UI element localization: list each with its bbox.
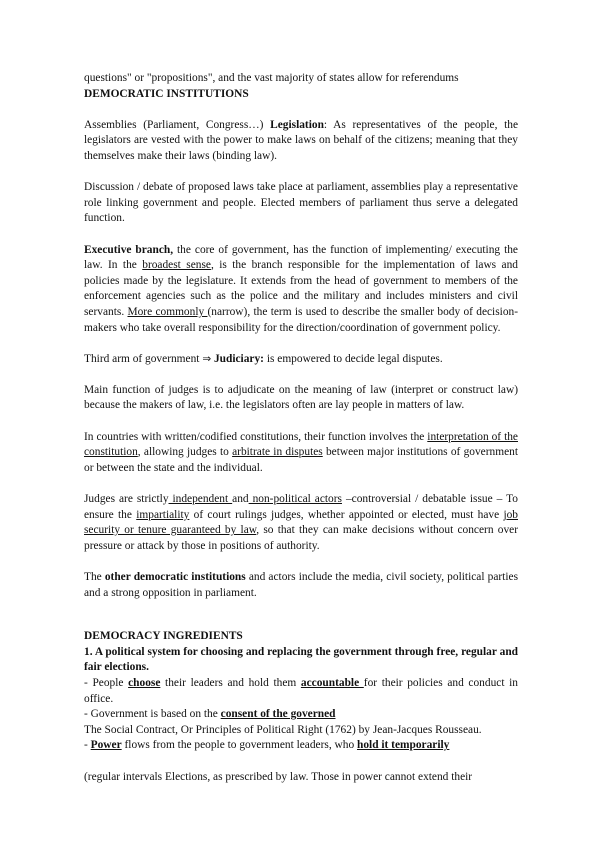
text-span: Third arm of government (84, 352, 203, 365)
paragraph-discussion: Discussion / debate of proposed laws take place at parliament, assemblies play a representative role linking government and people. Elected members of parliament thus serve a delegated function. (84, 181, 518, 225)
bold-term-judiciary: Judiciary: (211, 352, 264, 365)
bullet-power (84, 738, 518, 754)
text-span: of court rulings judges, whether appointed or elected, must have (189, 508, 504, 521)
text-span: their leaders and hold them (160, 676, 301, 689)
bold-underlined-term: Power (90, 739, 122, 752)
underlined-term: More commonly (127, 305, 208, 318)
reference-social-contract: The Social Contract, Or Principles of Political Right (1762) by Jean-Jacques Rousseau. (84, 723, 482, 736)
text-span: (narrow), the term is used to describe the smaller body of decision-makers who take overall responsibility for the direction/coordination of government policy. (84, 305, 519, 334)
text-span: for their policies and conduct in office. (84, 676, 518, 705)
text-span: In countries with written/codified constitutions, their function involves the (84, 430, 428, 443)
text-line: questions" or "propositions", and the vast majority of states allow for referendums (84, 72, 459, 84)
text-span: , is the branch responsible for the implementation of laws and policies made by the legislature. It extends from the head of government to members of the enforcement agencies such as the police and the military and includes ministers and civil servants. (84, 259, 518, 318)
bold-term-executive: Executive branch, (84, 243, 174, 256)
underlined-term: job security or tenure guaranteed by law (84, 508, 518, 537)
text-span: - Government is based on the (84, 708, 221, 721)
bullet-people-choose (84, 676, 518, 707)
bold-underlined-term: consent of the governed (220, 708, 336, 721)
bold-underlined-term: hold it temporarily (357, 739, 450, 752)
text-line-elections: (regular intervals Elections, as prescribed by law. Those in power cannot extend their (84, 770, 473, 783)
text-span: is empowered to decide legal disputes. (263, 352, 443, 365)
text-span: between major institutions of government or between the state and the individual. (84, 446, 519, 474)
paragraph-judges-independent (84, 492, 518, 554)
paragraph-judges-function: Main function of judges is to adjudicate on the meaning of law (interpret or construct law) because the makers of law, i.e. the legislators often are lay people in matters of law. (84, 383, 518, 412)
list-item-political-system: 1. A political system for choosing and replacing the government through free, regular and fair elections. (84, 645, 518, 674)
underlined-term: arbitrate in disputes (232, 446, 323, 459)
text-span: Assemblies (Parliament, Congress…) (84, 118, 271, 131)
paragraph-legislation (84, 118, 518, 165)
bold-underlined-term: choose (128, 676, 161, 689)
text-span: The (84, 571, 105, 583)
bold-term-legislation: Legislation (270, 118, 324, 131)
text-span: : As representatives of the people, the legislators are vested with the power to make laws on behalf of the citizens; meaning that they themselves make their laws (binding law). (84, 118, 519, 162)
paragraph-judiciary (84, 352, 518, 368)
underlined-term: independent (168, 493, 233, 506)
bold-term-other-institutions: other democratic institutions (104, 571, 246, 583)
text-span: , so that they can make decisions without concern over pressure or attack by those in positions of authority. (84, 524, 518, 552)
underlined-term: interpretation of the constitution (84, 430, 518, 459)
underlined-term: broadest sense (142, 259, 211, 272)
text-span: - (84, 739, 91, 752)
text-span: –controversial / debatable issue – To ensure the (84, 493, 518, 521)
heading-democratic-institutions: DEMOCRATIC INSTITUTIONS (84, 87, 249, 100)
paragraph-constitutions (84, 430, 518, 477)
text-span: and actors include the media, civil society, political parties and a strong opposition in parliament. (84, 571, 519, 599)
text-span: - People (84, 676, 129, 689)
bold-underlined-term: accountable (300, 676, 364, 689)
text-span: flows from the people to government leaders, who (121, 739, 357, 752)
bullet-consent (84, 707, 518, 723)
text-span: the core of government, has the function of implementing/ executing the law. In the (84, 243, 518, 272)
implies-arrow-icon: ⇒ (202, 352, 212, 365)
heading-democracy-ingredients: DEMOCRACY INGREDIENTS (84, 630, 243, 643)
underlined-term: non-political actors (248, 493, 342, 506)
paragraph-executive (84, 243, 518, 337)
text-span: Judges are strictly (84, 493, 169, 506)
paragraph-other-institutions (84, 570, 518, 601)
underlined-term: impartiality (136, 508, 190, 521)
text-span: , allowing judges to (137, 446, 233, 459)
text-span: and (232, 493, 249, 506)
